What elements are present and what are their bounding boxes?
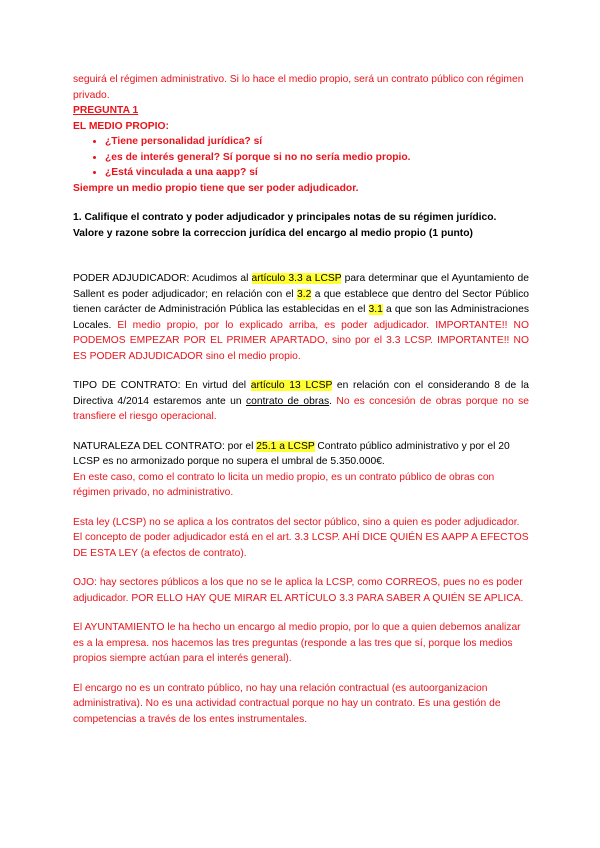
naturaleza-contrato-paragraph: NATURALEZA DEL CONTRATO: por el 25.1 a LCSP Contrato público administrativo y por el 20 LCSP es no armonizado porque no supera el umbral de 5.350.000€. xyxy=(73,440,510,467)
note-paragraph-lcsp: Esta ley (LCSP) no se aplica a los contratos del sector público, sino a quien es poder adjudicador. El concepto de poder adjudicador está en el art. 3.3 LCSP. AHÍ DICE QUIÉN ES AAPP A EFECTOS DE ESTA LEY (a efectos de contrato). xyxy=(73,516,529,559)
list-item: • ¿Tiene personalidad jurídica? sí xyxy=(105,134,529,150)
question-line-1: 1. Califique el contrato y poder adjudicador y principales notas de su régimen jurídico. xyxy=(73,212,497,223)
document-page xyxy=(73,72,529,727)
highlight-3-1: 3.1 xyxy=(368,304,383,315)
highlight-3-2: 3.2 xyxy=(296,288,312,300)
highlight-article-3-3: artículo 3.3 a LCSP xyxy=(251,273,342,284)
pregunta-bullet-list xyxy=(73,134,529,181)
tipo-red-note: No es concesión de obras porque no se transfiere el riesgo operacional. xyxy=(73,395,529,422)
list-item: • ¿Está vinculada a una aapp? sí xyxy=(105,165,529,181)
poder-adjudicador-paragraph: PODER ADJUDICADOR: Acudimos al artículo 3.3 a LCSP para determinar que el Ayuntamiento de Sallent es poder adjudicador; en relación con el 3.2 a que establece que dentro del Sector Público tienen carácter de Administración Pública las establecidas en el 3.1 a que son las Administraciones Locales. El medio propio, por lo explicado arriba, es poder adjudicador. IMPORTANTE!! NO PODEMOS EMPEZAR POR EL PRIMER APARTADO, sino por el 3.3 LCSP. IMPORTANTE!! NO ES PODER ADJUDICADOR sino el medio propio. xyxy=(73,273,529,362)
poder-red-note: El medio propio, por lo explicado arriba, es poder adjudicador. IMPORTANTE!! NO PODEMOS EMPEZAR POR EL PRIMER APARTADO, sino por el 3.3 LCSP. IMPORTANTE!! NO ES PODER ADJUDICADOR sino el medio propio. xyxy=(73,319,529,362)
note-paragraph-ojo: OJO: hay sectores públicos a los que no se le aplica la LCSP, como CORREOS, pues no es poder adjudicador. POR ELLO HAY QUE MIRAR EL ARTÍCULO 3.3 PARA SABER A QUIÉN SE APLICA. xyxy=(73,577,524,604)
note-paragraph-ayuntamiento: El AYUNTAMIENTO le ha hecho un encargo al medio propio, por lo que a quien debemos analizar es a la empresa. nos hacemos las tres preguntas (responde a las tres que sí, porque los medios propios siempre actúan para el interés general). xyxy=(73,622,521,664)
pregunta-subtitle: EL MEDIO PROPIO: xyxy=(73,120,169,132)
naturaleza-red-note: En este caso, como el contrato lo licita un medio propio, es un contrato público de obras con régimen privado, no administrativo. xyxy=(73,471,495,498)
question-line-2: Valore y razone sobre la correccion jurídica del encargo al medio propio (1 punto) xyxy=(73,227,473,239)
highlight-25-1: 25.1 a LCSP xyxy=(256,440,315,452)
intro-paragraph: seguirá el régimen administrativo. Si lo hace el medio propio, será un contrato público con régimen privado. xyxy=(73,74,524,101)
pregunta-conclusion: Siempre un medio propio tiene que ser poder adjudicador. xyxy=(73,182,359,194)
list-item: • ¿es de interés general? Sí porque si no no sería medio propio. xyxy=(105,150,529,166)
pregunta-title: PREGUNTA 1 xyxy=(73,105,139,116)
highlight-article-13: artículo 13 LCSP xyxy=(250,380,333,391)
note-paragraph-encargo: El encargo no es un contrato público, no hay una relación contractual (es autoorganizacion administrativa). No es una actividad contractual porque no hay un contrato. Es una gestión de competencias a través de los entes instrumentales. xyxy=(73,682,501,725)
tipo-contrato-paragraph: TIPO DE CONTRATO: En virtud del artículo 13 LCSP en relación con el considerando 8 de la Directiva 4/2014 estaremos ante un contrato de obras. No es concesión de obras porque no se transfiere el riesgo operacional. xyxy=(73,380,529,422)
contrato-obras-underline: contrato de obras xyxy=(245,395,330,407)
